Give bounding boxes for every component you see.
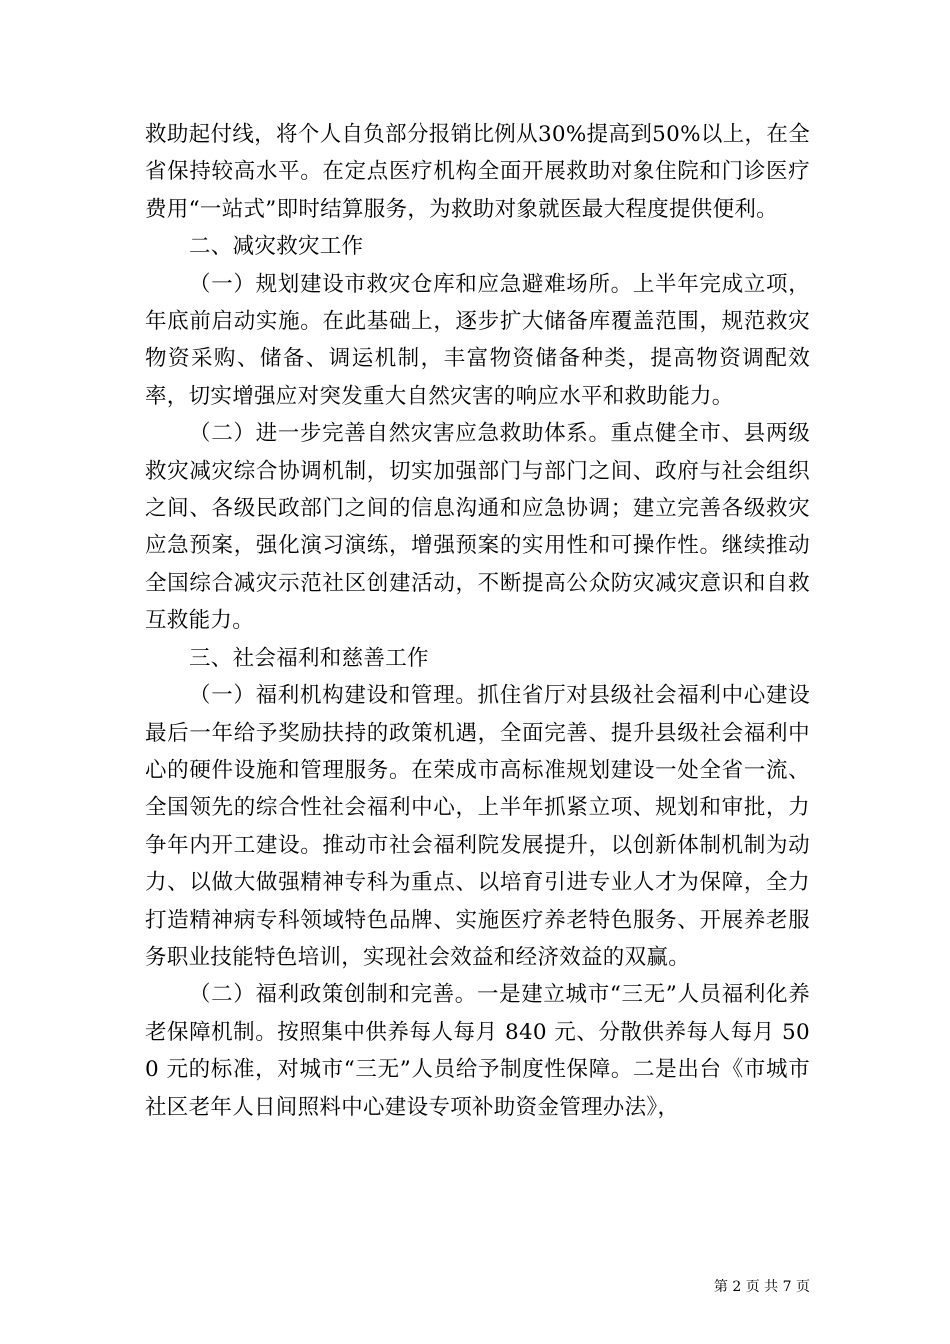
paragraph-welfare-policy: （二）福利政策创制和完善。一是建立城市“三无”人员福利化养老保障机制。按照集中供养每人每月 840 元、分散供养每人每月 500 元的标准，对城市“三无”人员给予制度性保障。二是出台《市城市社区老年人日间照料中心建设专项补助资金管理办法》， (145, 982, 810, 1120)
paragraph-welfare-institutions: （一）福利机构建设和管理。抓住省厅对县级社会福利中心建设最后一年给予奖励扶持的政策机遇，全面完善、提升县级社会福利中心的硬件设施和管理服务。在荣成市高标准规划建设一处全省一流、全国领先的综合性社会福利中心，上半年抓紧立项、规划和审批，力争年内开工建设。推动市社会福利院发展提升，以创新体制机制为动力、以做大做强精神专科为重点、以培育引进专业人才为保障，全力打造精神病专科领域特色品牌、实施医疗养老特色服务、开展养老服务职业技能特色培训，实现社会效益和经济效益的双赢。 (145, 683, 810, 970)
page-number-footer: 第 2 页 共 7 页 (713, 1279, 810, 1295)
paragraph-disaster-warehouse: （一）规划建设市救灾仓库和应急避难场所。上半年完成立项，年底前启动实施。在此基础上，逐步扩大储备库覆盖范围，规范救灾物资采购、储备、调运机制，丰富物资储备种类，提高物资调配效率，切实增强应对突发重大自然灾害的响应水平和救助能力。 (145, 271, 810, 409)
section-heading-social-welfare: 三、社会福利和慈善工作 (189, 645, 429, 671)
paragraph-emergency-system: （二）进一步完善自然灾害应急救助体系。重点健全市、县两级救灾减灾综合协调机制，切实加强部门与部门之间、政府与社会组织之间、各级民政部门之间的信息沟通和应急协调；建立完善各级救灾应急预案，强化演习演练，增强预案的实用性和可操作性。继续推动全国综合减灾示范社区创建活动，不断提高公众防灾减灾意识和自救互救能力。 (145, 421, 810, 634)
paragraph-medical-aid: 救助起付线，将个人自负部分报销比例从30%提高到50%以上，在全省保持较高水平。在定点医疗机构全面开展救助对象住院和门诊医疗费用“一站式”即时结算服务，为救助对象就医最大程度提供便利。 (145, 122, 810, 222)
document-body (145, 116, 810, 1126)
section-heading-disaster-relief: 二、减灾救灾工作 (189, 234, 364, 260)
